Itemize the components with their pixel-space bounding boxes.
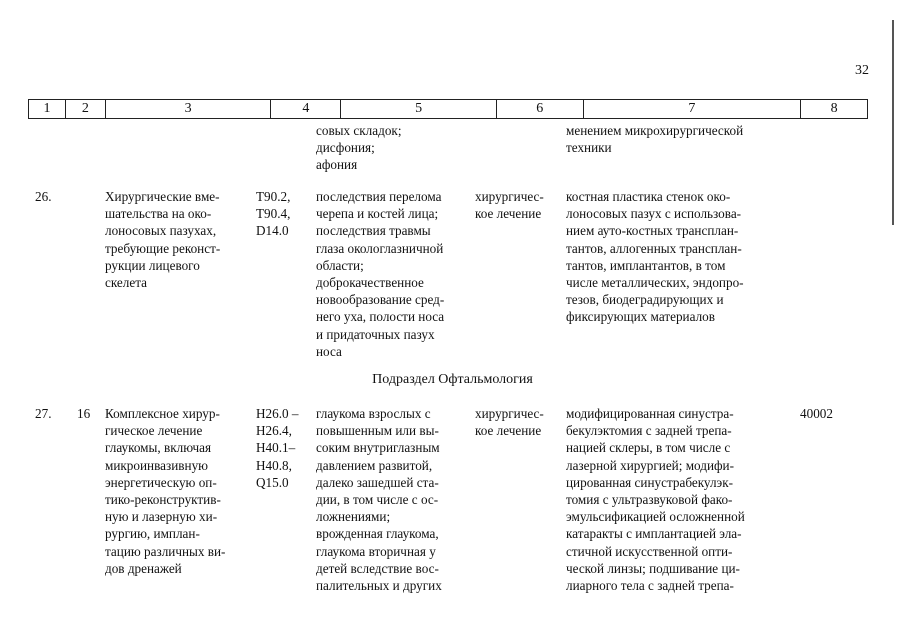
row-norm: 40002 bbox=[800, 406, 833, 421]
table-header-row bbox=[28, 99, 868, 119]
row-procedure: Хирургические вме- шательства на око- лоносовых пазухах, требующие реконст- рукции лицевого скелета bbox=[105, 189, 221, 291]
continuation-method: менением микрохирургической техники bbox=[566, 123, 744, 156]
row-icd-codes: H26.0 – H26.4, H40.1– H40.8, Q15.0 bbox=[256, 406, 299, 490]
row-icd-codes: T90.2, T90.4, D14.0 bbox=[256, 189, 291, 239]
header-col-8: 8 bbox=[830, 101, 838, 116]
header-col-4: 4 bbox=[271, 100, 341, 118]
header-col-1: 1 bbox=[29, 100, 66, 118]
scan-edge-line bbox=[892, 20, 894, 225]
subsection-title: Подраздел Офтальмология bbox=[372, 372, 533, 387]
header-col-5: 5 bbox=[341, 100, 497, 118]
row-diagnosis: глаукома взрослых с повышенным или вы- соким внутриглазным давлением развитой, далеко зашедшей ста- дии, в том числе с ос- ложнениями; врожденная глаукома, глаукома вторичная у детей вследствие вос- палительных и других bbox=[316, 406, 442, 594]
row-number: 26. bbox=[35, 189, 52, 204]
header-col-7: 7 bbox=[584, 100, 801, 118]
row-diagnosis: последствия перелома черепа и костей лица; последствия травмы глаза окологлазничной области; доброкачественное новообразование сред- него уха, полости носа и придаточных пазух носа bbox=[316, 189, 445, 359]
header-col-6: 6 bbox=[497, 100, 584, 118]
row-method: костная пластика стенок око- лоносовых пазух с использова- нием ауто-костных трансплан- тантов, аллогенных трансплан- тантов, имплантантов, в том числе металлических, эндопро- тезов, биодеградирующих и фиксирующих материалов bbox=[566, 189, 744, 325]
row-method: модифицированная синустра- бекулэктомия с задней трепа- нацией склеры, в том числе с лазерной хирургией; модифи- цированная синустрабекулэк- томия с ультразвуковой фако- эмульсификацией осложненной катаракты с имплантацией эла- стичной искусственной опти- ческой линзы; подшивание ци- лиарного тела с задней трепа- bbox=[566, 406, 745, 594]
header-col-3: 3 bbox=[106, 100, 272, 118]
row-number: 27. bbox=[35, 406, 52, 421]
row-procedure: Комплексное хирур- гическое лечение глаукомы, включая микроинвазивную энергетическую оп- тико-реконструктив- ную и лазерную хи- рургию, имплан- тацию различных ви- дов дренажей bbox=[105, 406, 226, 576]
row-group: 16 bbox=[77, 406, 91, 421]
continuation-diagnosis: совых складок; дисфония; афония bbox=[316, 123, 402, 173]
header-col-2: 2 bbox=[66, 100, 106, 118]
row-treatment-type: хирургичес- кое лечение bbox=[475, 406, 544, 439]
page-number: 32 bbox=[855, 63, 869, 78]
row-treatment-type: хирургичес- кое лечение bbox=[475, 189, 544, 222]
